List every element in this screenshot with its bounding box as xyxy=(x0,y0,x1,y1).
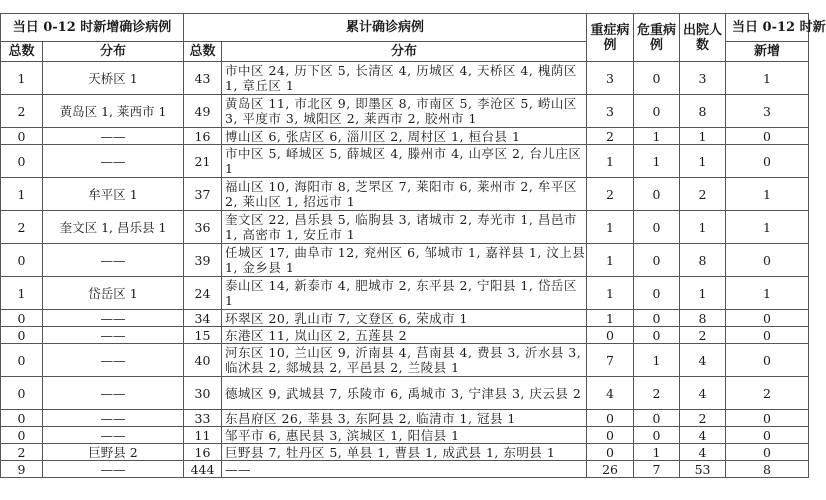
new-distribution-cell: —— xyxy=(43,145,184,178)
header-cum-distribution: 分布 xyxy=(222,42,587,62)
table-row xyxy=(1,410,809,427)
severe-cell: 3 xyxy=(587,95,634,128)
critical-cell: 0 xyxy=(634,178,680,211)
cum-distribution-cell: 巨野县 7, 牡丹区 5, 单县 1, 曹县 1, 成武县 1, 东明县 1 xyxy=(222,444,587,461)
new-distribution-cell: —— xyxy=(43,427,184,444)
cum-distribution-cell: 奎文区 22, 昌乐县 5, 临朐县 3, 诸城市 2, 寿光市 1, 昌邑市 1, 高密市 1, 安丘市 1 xyxy=(222,211,587,244)
new-distribution-cell: —— xyxy=(43,377,184,410)
header-cumulative-cases: 累计确诊病例 xyxy=(184,14,587,42)
critical-cell: 0 xyxy=(634,410,680,427)
header-cum-total: 总数 xyxy=(184,42,222,62)
cum-distribution-cell: 东港区 11, 岚山区 2, 五莲县 2 xyxy=(222,327,587,344)
new-distribution-cell: —— xyxy=(43,461,184,478)
cum-total-cell: 37 xyxy=(184,178,222,211)
discharged-cell: 1 xyxy=(680,145,726,178)
new-distribution-cell: 牟平区 1 xyxy=(43,178,184,211)
new-total-cell: 0 xyxy=(1,344,43,377)
discharged-cell: 1 xyxy=(680,277,726,310)
new-total-cell: 0 xyxy=(1,128,43,145)
new-right-cell: 0 xyxy=(726,344,809,377)
new-total-cell: 9 xyxy=(1,461,43,478)
new-distribution-cell: —— xyxy=(43,128,184,145)
severe-cell: 2 xyxy=(587,128,634,145)
table-row xyxy=(1,145,809,178)
critical-cell: 0 xyxy=(634,427,680,444)
header-discharged: 出院人数 xyxy=(680,14,726,62)
critical-cell: 2 xyxy=(634,377,680,410)
cum-distribution-cell: 邹平市 6, 惠民县 3, 滨城区 1, 阳信县 1 xyxy=(222,427,587,444)
severe-cell: 0 xyxy=(587,444,634,461)
discharged-cell: 4 xyxy=(680,377,726,410)
cum-distribution-cell: 福山区 10, 海阳市 8, 芝罘区 7, 莱阳市 6, 莱州市 2, 牟平区 2, 莱山区 1, 招远市 1 xyxy=(222,178,587,211)
severe-cell: 1 xyxy=(587,310,634,327)
new-total-cell: 1 xyxy=(1,277,43,310)
table-row xyxy=(1,427,809,444)
cum-total-cell: 40 xyxy=(184,344,222,377)
cum-distribution-cell: 市中区 24, 历下区 5, 长清区 4, 历城区 4, 天桥区 4, 槐荫区 1, 章丘区 1 xyxy=(222,62,587,95)
new-right-cell: 0 xyxy=(726,427,809,444)
new-distribution-cell: —— xyxy=(43,244,184,277)
critical-cell: 0 xyxy=(634,277,680,310)
new-right-cell: 0 xyxy=(726,327,809,344)
new-distribution-cell: —— xyxy=(43,327,184,344)
cum-distribution-cell: 泰山区 14, 新泰市 4, 肥城市 2, 东平县 2, 宁阳县 1, 岱岳区 1 xyxy=(222,277,587,310)
critical-cell: 1 xyxy=(634,444,680,461)
cum-total-cell: 34 xyxy=(184,310,222,327)
cum-total-cell: 11 xyxy=(184,427,222,444)
discharged-cell: 2 xyxy=(680,178,726,211)
cum-distribution-cell: 任城区 17, 曲阜市 12, 兖州区 6, 邹城市 1, 嘉祥县 1, 汶上县 1, 金乡县 1 xyxy=(222,244,587,277)
severe-cell: 2 xyxy=(587,178,634,211)
new-right-cell: 1 xyxy=(726,211,809,244)
cum-total-cell: 15 xyxy=(184,327,222,344)
table-row xyxy=(1,461,809,478)
table-row xyxy=(1,310,809,327)
cum-distribution-cell: 黄岛区 11, 市北区 9, 即墨区 8, 市南区 5, 李沧区 5, 崂山区 3, 平度市 3, 城阳区 2, 莱西市 2, 胶州市 1 xyxy=(222,95,587,128)
new-distribution-cell: 黄岛区 1, 莱西市 1 xyxy=(43,95,184,128)
table-row xyxy=(1,178,809,211)
table-row xyxy=(1,244,809,277)
new-distribution-cell: 巨野县 2 xyxy=(43,444,184,461)
new-total-cell: 0 xyxy=(1,410,43,427)
header-severe: 重症病例 xyxy=(587,14,634,62)
severe-cell: 1 xyxy=(587,244,634,277)
table-row xyxy=(1,211,809,244)
cum-total-cell: 30 xyxy=(184,377,222,410)
table-row xyxy=(1,277,809,310)
critical-cell: 0 xyxy=(634,211,680,244)
cum-total-cell: 24 xyxy=(184,277,222,310)
new-total-cell: 2 xyxy=(1,95,43,128)
discharged-cell: 53 xyxy=(680,461,726,478)
severe-cell: 1 xyxy=(587,211,634,244)
discharged-cell: 2 xyxy=(680,410,726,427)
new-total-cell: 0 xyxy=(1,427,43,444)
new-total-cell: 0 xyxy=(1,310,43,327)
new-distribution-cell: —— xyxy=(43,344,184,377)
new-total-cell: 0 xyxy=(1,244,43,277)
new-total-cell: 1 xyxy=(1,178,43,211)
new-right-cell: 0 xyxy=(726,244,809,277)
cum-total-cell: 16 xyxy=(184,444,222,461)
cum-distribution-cell: —— xyxy=(222,461,587,478)
new-distribution-cell: —— xyxy=(43,310,184,327)
severe-cell: 4 xyxy=(587,377,634,410)
new-distribution-cell: 奎文区 1, 昌乐县 1 xyxy=(43,211,184,244)
critical-cell: 1 xyxy=(634,344,680,377)
critical-cell: 1 xyxy=(634,128,680,145)
discharged-cell: 4 xyxy=(680,427,726,444)
discharged-cell: 4 xyxy=(680,344,726,377)
new-distribution-cell: 岱岳区 1 xyxy=(43,277,184,310)
new-right-cell: 0 xyxy=(726,444,809,461)
discharged-cell: 8 xyxy=(680,244,726,277)
critical-cell: 0 xyxy=(634,327,680,344)
critical-cell: 0 xyxy=(634,95,680,128)
new-right-cell: 3 xyxy=(726,95,809,128)
case-table xyxy=(0,13,826,478)
severe-cell: 1 xyxy=(587,277,634,310)
cum-total-cell: 33 xyxy=(184,410,222,427)
critical-cell: 7 xyxy=(634,461,680,478)
new-right-cell: 0 xyxy=(726,310,809,327)
new-right-cell: 1 xyxy=(726,62,809,95)
cum-total-cell: 36 xyxy=(184,211,222,244)
new-total-cell: 0 xyxy=(1,327,43,344)
new-distribution-cell: 天桥区 1 xyxy=(43,62,184,95)
severe-cell: 3 xyxy=(587,62,634,95)
discharged-cell: 3 xyxy=(680,62,726,95)
cum-distribution-cell: 河东区 10, 兰山区 9, 沂南县 4, 莒南县 4, 费县 3, 沂水县 3, 临沭县 2, 郯城县 2, 平邑县 2, 兰陵县 1 xyxy=(222,344,587,377)
new-right-cell: 1 xyxy=(726,178,809,211)
new-right-cell: 0 xyxy=(726,128,809,145)
severe-cell: 0 xyxy=(587,327,634,344)
discharged-cell: 2 xyxy=(680,327,726,344)
new-right-cell: 0 xyxy=(726,410,809,427)
header-distribution: 分布 xyxy=(43,42,184,62)
discharged-cell: 1 xyxy=(680,128,726,145)
table-row xyxy=(1,377,809,410)
header-critical: 危重病例 xyxy=(634,14,680,62)
new-total-cell: 0 xyxy=(1,145,43,178)
discharged-cell: 8 xyxy=(680,310,726,327)
discharged-cell: 4 xyxy=(680,444,726,461)
header-total: 总数 xyxy=(1,42,43,62)
new-right-cell: 0 xyxy=(726,145,809,178)
new-right-cell: 8 xyxy=(726,461,809,478)
header-new: 新增 xyxy=(726,42,809,62)
table-row xyxy=(1,128,809,145)
cum-total-cell: 43 xyxy=(184,62,222,95)
cum-distribution-cell: 东昌府区 26, 莘县 3, 东阿县 2, 临清市 1, 冠县 1 xyxy=(222,410,587,427)
new-total-cell: 1 xyxy=(1,62,43,95)
header-new-cases-right: 当日 0-12 时新 xyxy=(726,14,809,42)
table-row xyxy=(1,444,809,461)
severe-cell: 1 xyxy=(587,145,634,178)
severe-cell: 7 xyxy=(587,344,634,377)
header-new-cases: 当日 0-12 时新增确诊病例 xyxy=(1,14,184,42)
table-row xyxy=(1,95,809,128)
new-right-cell: 1 xyxy=(726,277,809,310)
cum-distribution-cell: 市中区 5, 峄城区 5, 薛城区 4, 滕州市 4, 山亭区 2, 台儿庄区 1 xyxy=(222,145,587,178)
cum-total-cell: 21 xyxy=(184,145,222,178)
table-row xyxy=(1,327,809,344)
table-row xyxy=(1,344,809,377)
cum-total-cell: 16 xyxy=(184,128,222,145)
cum-distribution-cell: 环翠区 20, 乳山市 7, 文登区 6, 荣成市 1 xyxy=(222,310,587,327)
new-total-cell: 0 xyxy=(1,377,43,410)
critical-cell: 1 xyxy=(634,145,680,178)
critical-cell: 0 xyxy=(634,62,680,95)
cum-distribution-cell: 德城区 9, 武城县 7, 乐陵市 6, 禹城市 3, 宁津县 3, 庆云县 2 xyxy=(222,377,587,410)
new-total-cell: 2 xyxy=(1,444,43,461)
discharged-cell: 1 xyxy=(680,211,726,244)
cum-total-cell: 49 xyxy=(184,95,222,128)
new-right-cell: 2 xyxy=(726,377,809,410)
cum-distribution-cell: 博山区 6, 张店区 6, 淄川区 2, 周村区 1, 桓台县 1 xyxy=(222,128,587,145)
cum-total-cell: 39 xyxy=(184,244,222,277)
critical-cell: 0 xyxy=(634,244,680,277)
discharged-cell: 8 xyxy=(680,95,726,128)
table-row xyxy=(1,62,809,95)
new-total-cell: 2 xyxy=(1,211,43,244)
severe-cell: 26 xyxy=(587,461,634,478)
new-distribution-cell: —— xyxy=(43,410,184,427)
severe-cell: 0 xyxy=(587,410,634,427)
severe-cell: 0 xyxy=(587,427,634,444)
cum-total-cell: 444 xyxy=(184,461,222,478)
critical-cell: 0 xyxy=(634,310,680,327)
